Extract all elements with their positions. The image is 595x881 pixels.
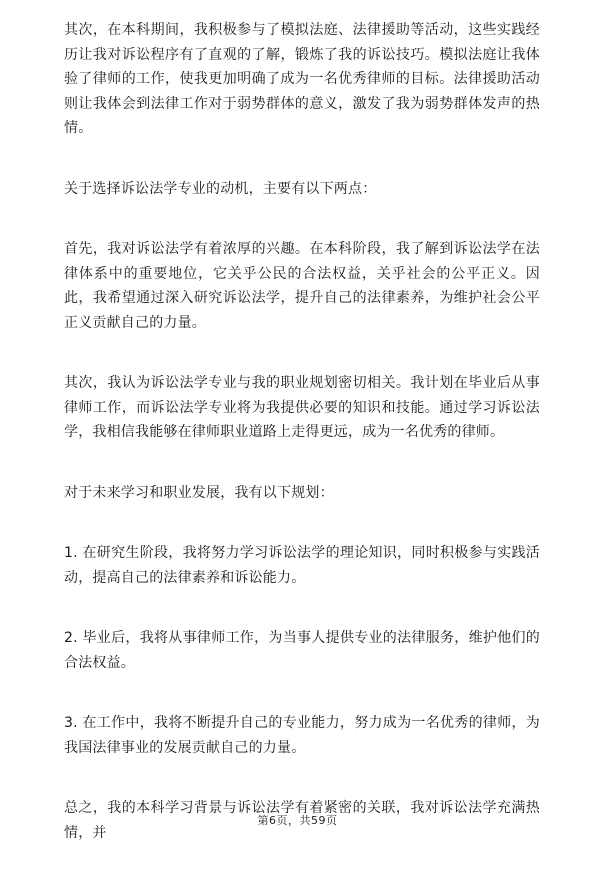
document-body	[64, 18, 540, 881]
page-number-footer: 第6页，共59页	[257, 814, 338, 827]
paragraph-plan-item-1: 1. 在研究生阶段，我将努力学习诉讼法学的理论知识，同时积极参与实践活动，提高自己的法律素养和诉讼能力。	[64, 545, 540, 586]
paragraph-plan-item-2: 2. 毕业后，我将从事律师工作，为当事人提供专业的法律服务，维护他们的合法权益。	[64, 630, 540, 671]
paragraph-plan-intro: 对于未来学习和职业发展，我有以下规划：	[64, 484, 334, 501]
paragraph-motivation-interest: 首先，我对诉讼法学有着浓厚的兴趣。在本科阶段，我了解到诉讼法学在法律体系中的重要地位，它关乎公民的合法权益，关乎社会的公平正义。因此，我希望通过深入研究诉讼法学，提升自己的法律素养，为维护社会公平正义贡献自己的力量。	[64, 241, 540, 331]
paragraph-practice-experience: 其次，在本科期间，我积极参与了模拟法庭、法律援助等活动，这些实践经历让我对诉讼程序有了直观的了解，锻炼了我的诉讼技巧。模拟法庭让我体验了律师的工作，使我更加明确了成为一名优秀律师的目标。法律援助活动则让我体会到法律工作对于弱势群体的意义，激发了我为弱势群体发声的热情。	[64, 22, 540, 136]
paragraph-conclusion: 总之，我的本科学习背景与诉讼法学有着紧密的关联，我对诉讼法学充满热情，并	[64, 800, 540, 841]
paragraph-motivation-intro: 关于选择诉讼法学专业的动机，主要有以下两点：	[64, 180, 377, 197]
paragraph-motivation-career: 其次，我认为诉讼法学专业与我的职业规划密切相关。我计划在毕业后从事律师工作，而诉讼法学专业将为我提供必要的知识和技能。通过学习诉讼法学，我相信我能够在律师职业道路上走得更远，成为一名优秀的律师。	[64, 375, 540, 440]
paragraph-plan-item-3: 3. 在工作中，我将不断提升自己的专业能力，努力成为一名优秀的律师，为我国法律事业的发展贡献自己的力量。	[64, 715, 540, 756]
